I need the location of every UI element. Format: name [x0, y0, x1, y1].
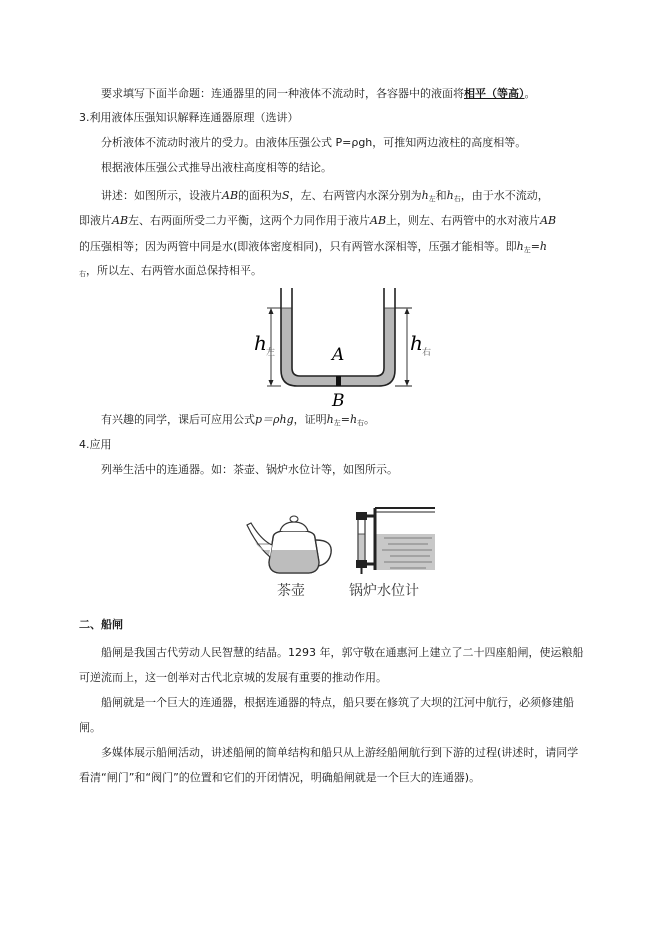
h-left-label: h [254, 331, 267, 355]
svg-text:左: 左 [266, 348, 276, 358]
teapot-knob [290, 516, 298, 522]
section-3-heading: 3.利用液体压强知识解释连通器原理（选讲） [79, 111, 299, 124]
explanation-line: 的压强相等；因为两管中同是水(即液体密度相同)，只有两管水深相等，压强才能相等。即$h_左=h$ [79, 240, 547, 254]
boiler-water [375, 534, 435, 570]
section-4-heading: 4.应用 [79, 438, 112, 451]
tube-outer-wall [281, 288, 395, 386]
teapot-water [269, 550, 319, 573]
requirement-line: 要求填写下面半命题：连通器里的同一种液体不流动时，各容器中的液面将相平（等高）。 [101, 87, 536, 100]
gauge-caption: 锅炉水位计 [349, 583, 419, 599]
paragraph: 列举生活中的连通器。如：茶壶、锅炉水位计等，如图所示。 [101, 463, 398, 476]
explanation-line: 即液片AB左、右两面所受二力平衡，这两个力同作用于液片AB上，则左、右两管中的水对液片AB [79, 214, 557, 227]
label-b: B [332, 391, 345, 411]
boiler-gauge-figure [348, 500, 448, 600]
teapot-caption: 茶壶 [277, 583, 305, 599]
paragraph: 分析液体不流动时液片的受力。由液体压强公式 P=ρgh，可推知两边液柱的高度相等。 [101, 136, 527, 149]
teapot-figure [243, 500, 343, 600]
svg-text:右: 右 [422, 348, 432, 358]
paragraph: 多媒体展示船闸活动，讲述船闸的简单结构和船只从上游经船闸航行到下游的过程(讲述时，请同学看清“闸门”和“阀门”的位置和它们的开闭情况，明确船闸就是一个巨大的连通器)。 [79, 746, 579, 784]
paragraph: 船闸是我国古代劳动人民智慧的结晶。1293 年，郭守敬在通惠河上建立了二十四座船闸，使运粮船可逆流而上，这一创举对古代北京城的发展有重要的推动作用。 [79, 646, 584, 684]
paragraph: 船闸就是一个巨大的连通器，根据连通器的特点，船只要在修筑了大坝的江河中航行，必须修建船闸。 [79, 696, 574, 734]
label-a: A [332, 345, 345, 365]
teapot-lid [280, 522, 308, 531]
paragraph: 根据液体压强公式推导出液柱高度相等的结论。 [101, 161, 332, 174]
liquid-slice-ab [336, 376, 341, 386]
section-ship-lock-heading: 二、船闸 [79, 618, 123, 631]
explanation-line: 讲述：如图所示，设液片AB的面积为S，左、右两管内水深分别为$h_左$和$h_右$，由于水不流动， [101, 189, 549, 203]
explanation-line: $_右$，所以左、右两管水面总保持相平。 [79, 264, 262, 278]
h-right-label: h [410, 331, 423, 355]
interest-line: 有兴趣的同学，课后可应用公式p＝ρhg，证明$h_左=h_右$。 [101, 413, 376, 427]
u-tube-diagram [250, 288, 430, 410]
answer-blank: 相平（等高） [464, 87, 525, 100]
